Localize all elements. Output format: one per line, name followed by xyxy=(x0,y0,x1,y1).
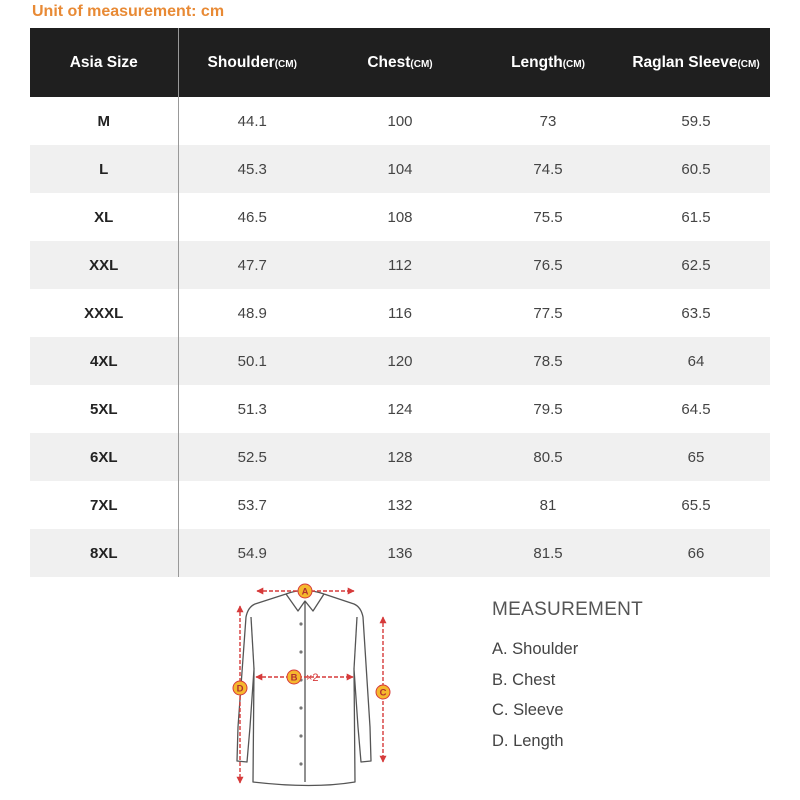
chest-cell: 104 xyxy=(326,145,474,193)
shoulder-cell: 54.9 xyxy=(178,529,326,577)
table-row xyxy=(30,289,770,337)
legend-item-sleeve: C. Sleeve xyxy=(492,701,564,719)
size-cell: XL xyxy=(30,193,178,241)
header-label: Raglan Sleeve xyxy=(632,53,738,71)
size-cell: XXL xyxy=(30,241,178,289)
chest-cell: 132 xyxy=(387,496,413,514)
header-unit: (CM) xyxy=(562,58,585,70)
legend-item-length: D. Length xyxy=(492,731,564,750)
marker-a-label: A xyxy=(301,586,309,598)
chest-cell: 120 xyxy=(326,337,474,385)
shoulder-cell: 53.7 xyxy=(237,496,267,514)
sleeve-cell: 65.5 xyxy=(681,496,711,514)
size-cell: XXXL xyxy=(30,289,178,337)
sleeve-cell: 60.5 xyxy=(622,145,770,193)
length-cell: 80.5 xyxy=(474,433,622,481)
header-unit: (CM) xyxy=(274,58,297,70)
marker-b-label: B xyxy=(290,672,298,684)
shoulder-cell: 44.1 xyxy=(237,112,267,130)
length-cell: 75.5 xyxy=(533,208,563,226)
shoulder-cell: 45.3 xyxy=(178,145,326,193)
chest-cell: 112 xyxy=(326,241,474,289)
header-label: Shoulder xyxy=(207,53,275,71)
size-cell: 5XL xyxy=(30,385,178,433)
header-shoulder xyxy=(178,28,326,97)
header-unit: (CM) xyxy=(410,58,433,70)
shirt-buttons xyxy=(299,622,302,765)
legend-item-shoulder: A. Shoulder xyxy=(492,640,579,658)
sleeve-cell: 65 xyxy=(622,433,770,481)
table-header-row xyxy=(30,28,770,97)
table-row xyxy=(30,97,770,145)
header-asia-size xyxy=(30,28,178,97)
marker-b-icon xyxy=(287,670,301,684)
chest-cell: 128 xyxy=(326,433,474,481)
table-row xyxy=(30,433,770,481)
chest-cell: 136 xyxy=(326,529,474,577)
length-cell: 79.5 xyxy=(533,400,563,418)
shoulder-cell: 46.5 xyxy=(237,208,267,226)
measurement-arrows xyxy=(240,591,383,783)
sleeve-cell: 63.5 xyxy=(681,304,711,322)
table-row xyxy=(30,385,770,433)
table-row xyxy=(30,529,770,577)
header-length xyxy=(474,28,622,97)
shoulder-cell: 47.7 xyxy=(178,241,326,289)
table-row xyxy=(30,193,770,241)
length-cell: 81 xyxy=(539,496,557,514)
size-cell: 4XL xyxy=(30,337,178,385)
size-cell: L xyxy=(30,145,178,193)
length-cell: 81.5 xyxy=(474,529,622,577)
chest-cell: 108 xyxy=(387,208,413,226)
shoulder-cell: 48.9 xyxy=(237,304,267,322)
table-row xyxy=(30,337,770,385)
header-label: Length xyxy=(511,53,563,71)
header-unit: (CM) xyxy=(737,58,760,70)
size-cell: 6XL xyxy=(30,433,178,481)
chest-cell: 100 xyxy=(387,112,413,130)
size-cell: 8XL xyxy=(30,529,178,577)
shirt-measurement-diagram xyxy=(218,577,408,793)
marker-a-icon xyxy=(298,584,312,598)
shirt-outline xyxy=(237,591,371,786)
unit-title: Unit of measurement: cm xyxy=(32,3,225,20)
shoulder-cell: 50.1 xyxy=(178,337,326,385)
sleeve-cell: 62.5 xyxy=(622,241,770,289)
header-label: Asia Size xyxy=(69,53,138,71)
marker-c-label: C xyxy=(379,687,387,699)
measurement-legend xyxy=(492,599,643,756)
table-row xyxy=(30,241,770,289)
header-raglan-sleeve xyxy=(622,28,770,97)
chest-multiplier-label: ×2 xyxy=(306,672,319,684)
marker-d-icon xyxy=(233,681,247,695)
table-row xyxy=(30,481,770,529)
sleeve-cell: 61.5 xyxy=(681,208,711,226)
length-cell: 76.5 xyxy=(474,241,622,289)
length-cell: 77.5 xyxy=(533,304,563,322)
chest-cell: 124 xyxy=(387,400,413,418)
length-cell: 78.5 xyxy=(474,337,622,385)
size-cell: 7XL xyxy=(30,481,178,529)
header-label: Chest xyxy=(367,53,411,71)
sleeve-cell: 66 xyxy=(622,529,770,577)
header-chest xyxy=(326,28,474,97)
marker-d-label: D xyxy=(236,683,244,695)
table-row xyxy=(30,145,770,193)
sleeve-cell: 59.5 xyxy=(681,112,711,130)
marker-c-icon xyxy=(376,685,390,699)
legend-title: MEASUREMENT xyxy=(492,599,644,620)
size-cell: M xyxy=(30,97,178,145)
sleeve-cell: 64.5 xyxy=(681,400,711,418)
shoulder-cell: 51.3 xyxy=(237,400,267,418)
length-cell: 73 xyxy=(539,112,557,130)
sleeve-cell: 64 xyxy=(622,337,770,385)
legend-item-chest: B. Chest xyxy=(492,670,556,689)
size-chart-table xyxy=(30,28,771,577)
chest-cell: 116 xyxy=(388,304,412,322)
length-cell: 74.5 xyxy=(474,145,622,193)
shoulder-cell: 52.5 xyxy=(178,433,326,481)
